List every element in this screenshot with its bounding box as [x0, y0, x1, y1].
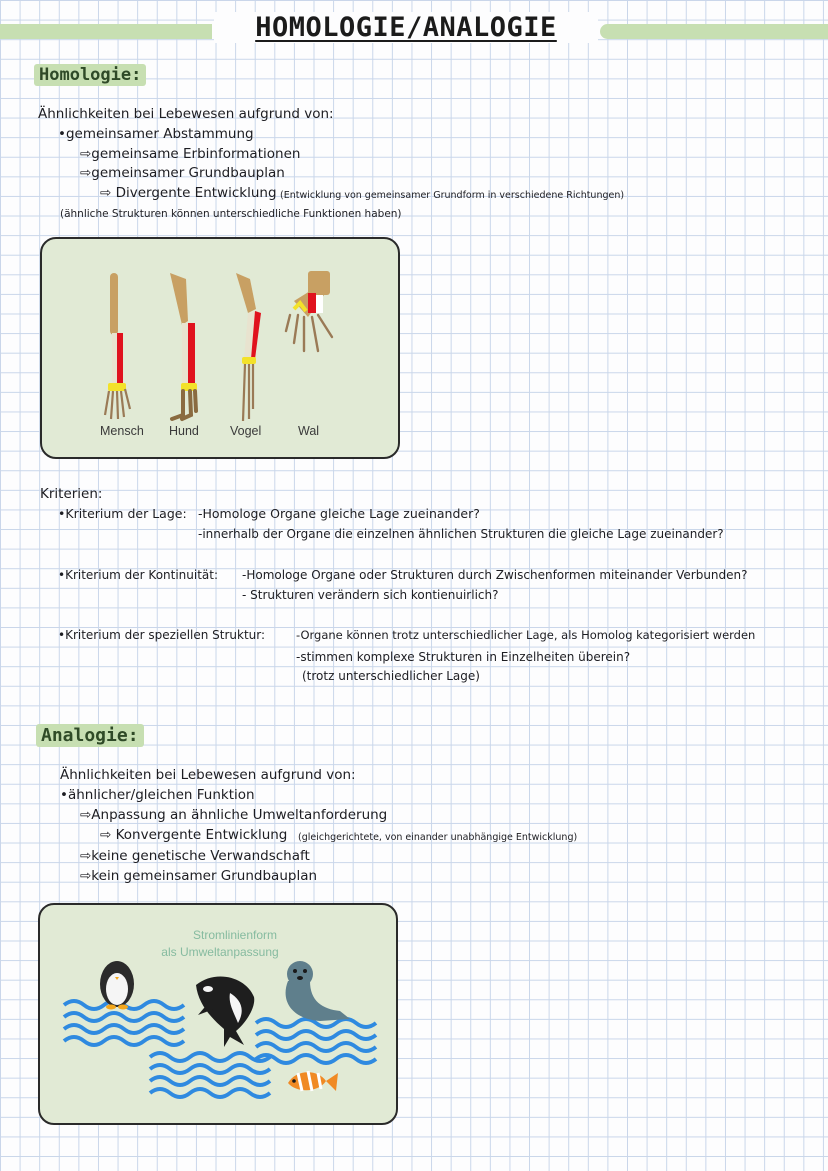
homologie-limbs-card	[40, 237, 400, 459]
stromlinie-line-1: Stromlinienform	[192, 928, 278, 942]
analogie-bullet-verwandschaft: ⇨keine genetische Verwandschaft	[80, 848, 310, 864]
analogie-konvergent-note: (gleichgerichtete, von einander unabhängige Entwicklung)	[298, 832, 578, 843]
homologie-bullet-erbinfo: ⇨gemeinsame Erbinformationen	[80, 146, 301, 162]
homologie-note: (ähnliche Strukturen können unterschiedliche Funktionen haben)	[60, 208, 402, 220]
kriterium-struktur-1: -Organe können trotz unterschiedlicher Lage, als Homolog kategorisiert werden	[296, 628, 756, 642]
homologie-bullet-grundbauplan: ⇨gemeinsamer Grundbauplan	[80, 165, 285, 181]
human-arm-icon	[105, 273, 130, 419]
analogie-bullet-konvergent: ⇨ Konvergente Entwicklung	[100, 827, 288, 843]
kriterium-struktur-3: (trotz unterschiedlicher Lage)	[302, 669, 480, 683]
caption-wal: Wal	[298, 424, 320, 438]
homologie-heading: Homologie:	[34, 64, 146, 86]
kriterium-struktur-2: -stimmen komplexe Strukturen in Einzelheiten überein?	[296, 650, 631, 664]
kriterium-lage-name: •Kriterium der Lage:	[58, 506, 187, 521]
caption-vogel: Vogel	[230, 424, 262, 438]
fish-icon	[288, 1071, 338, 1091]
caption-hund: Hund	[169, 424, 199, 438]
animals-illustration	[40, 905, 396, 1123]
title-bar-right	[600, 24, 828, 39]
stromlinie-line-2: als Umweltanpassung	[161, 945, 279, 959]
title-bar-left	[0, 24, 212, 39]
kriterium-struktur-name: •Kriterium der speziellen Struktur:	[58, 628, 266, 642]
analogie-intro: Ähnlichkeiten bei Lebewesen aufgrund von:	[60, 767, 356, 783]
analogie-animals-card	[38, 903, 398, 1125]
homologie-bullet-abstammung: •gemeinsamer Abstammung	[58, 126, 254, 142]
analogie-bullet-anpassung: ⇨Anpassung an ähnliche Umweltanforderung	[80, 807, 388, 823]
kriterium-kontinuitaet-name: •Kriterium der Kontinuität:	[58, 568, 219, 582]
analogie-heading: Analogie:	[36, 724, 144, 747]
analogie-bullet-grundbauplan: ⇨kein gemeinsamer Grundbauplan	[80, 868, 318, 884]
homologie-bullet-divergent: ⇨ Divergente Entwicklung	[100, 185, 277, 201]
whale-flipper-icon	[286, 271, 332, 351]
kriterium-kontinuitaet-2: - Strukturen verändern sich kontienuirlich?	[242, 588, 499, 602]
wave-group-right	[256, 1019, 376, 1063]
kriterium-kontinuitaet-1: -Homologe Organe oder Strukturen durch Zwischenformen miteinander Verbunden?	[242, 568, 748, 582]
dog-leg-icon	[170, 273, 197, 419]
orca-icon	[196, 976, 254, 1047]
wave-group-bottom	[150, 1053, 270, 1097]
kriterien-label: Kriterien:	[40, 486, 103, 502]
homologie-divergent-note: (Entwicklung von gemeinsamer Grundform in verschiedene Richtungen)	[280, 190, 625, 201]
kriterium-lage-1: -Homologe Organe gleiche Lage zueinander?	[198, 506, 480, 521]
caption-mensch: Mensch	[100, 424, 144, 438]
page-title: HOMOLOGIE/ANALOGIE	[214, 12, 598, 43]
bird-wing-icon	[236, 273, 261, 421]
seal-icon	[286, 961, 350, 1021]
limbs-illustration	[42, 239, 398, 457]
kriterium-lage-2: -innerhalb der Organe die einzelnen ähnlichen Strukturen die gleiche Lage zueinander?	[198, 527, 724, 541]
homologie-intro: Ähnlichkeiten bei Lebewesen aufgrund von:	[38, 106, 334, 122]
analogie-bullet-funktion: •ähnlicher/gleichen Funktion	[60, 787, 255, 803]
